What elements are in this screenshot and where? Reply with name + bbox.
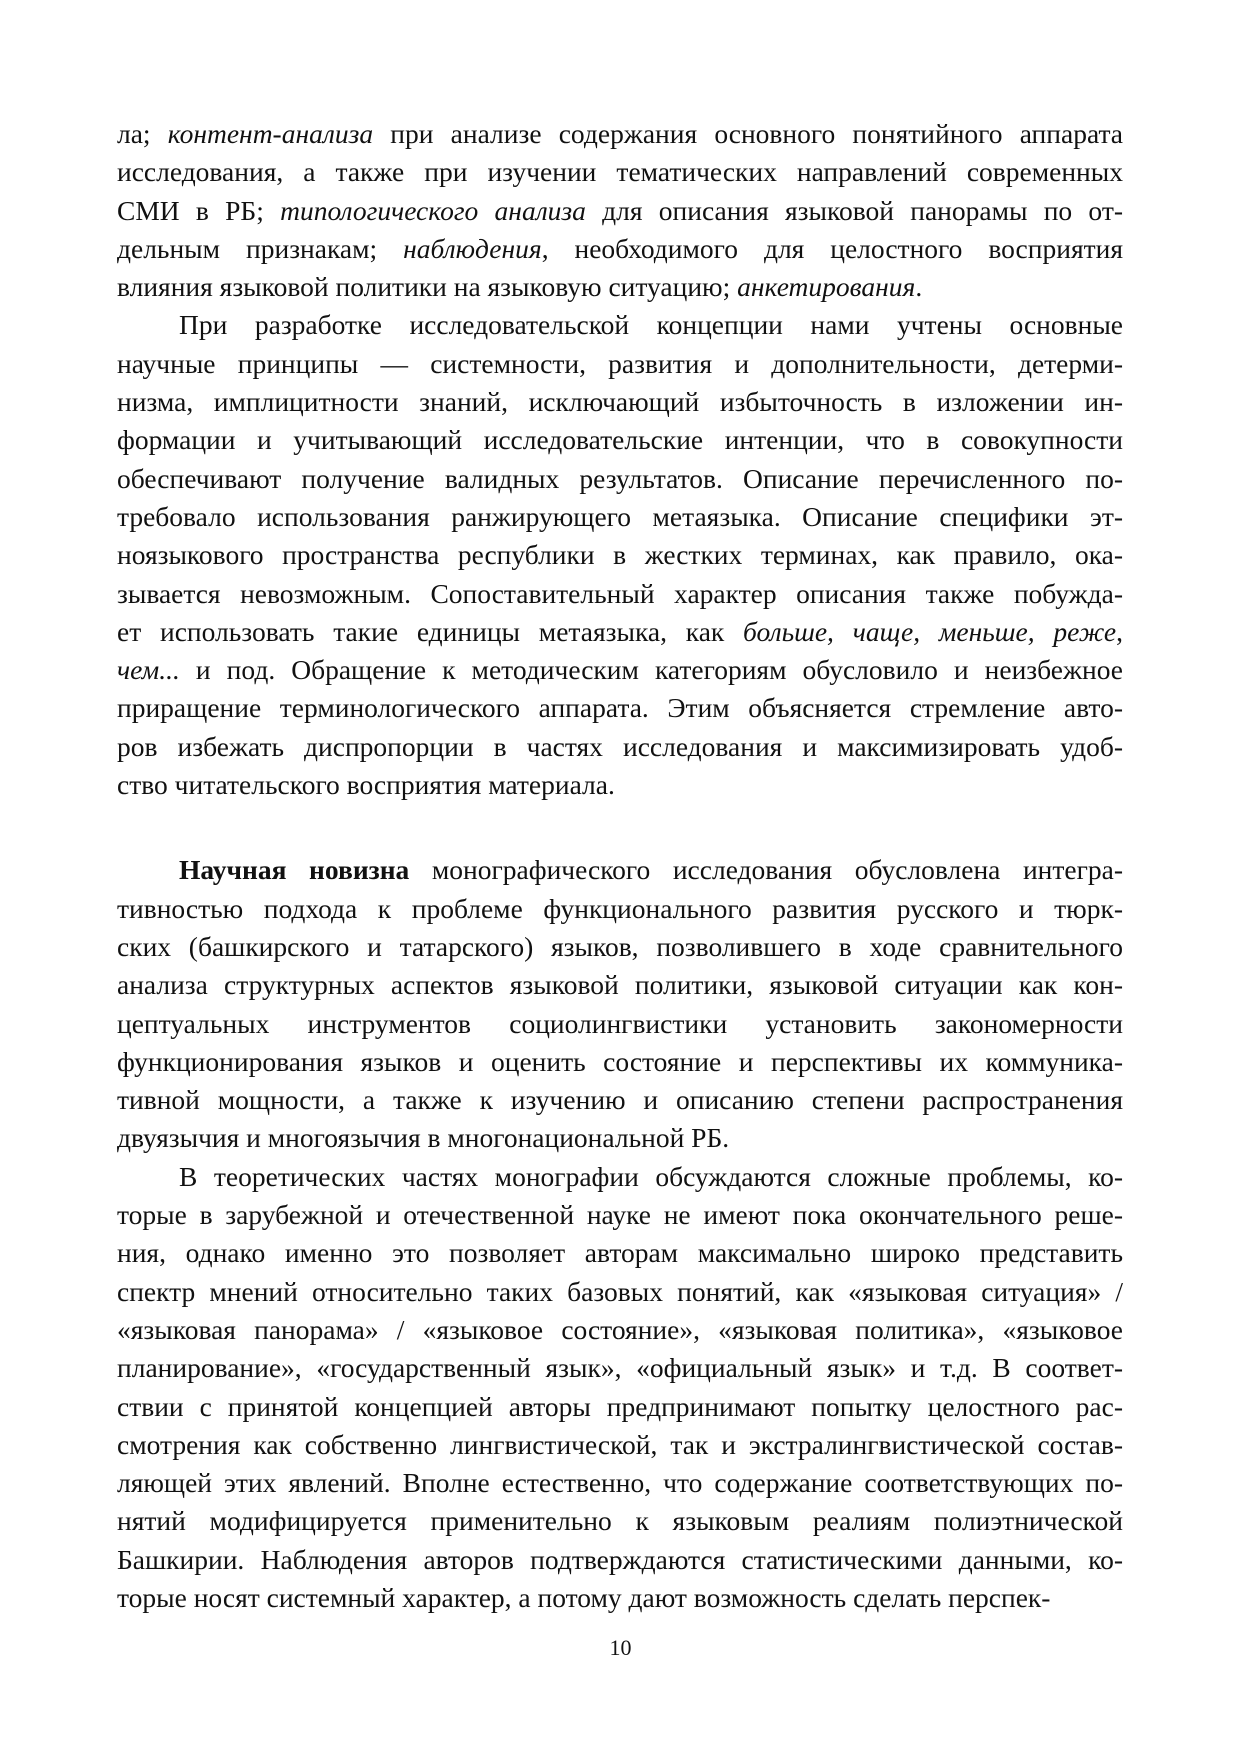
text-segment: ла; <box>117 118 168 149</box>
text-segment: анализа структурных аспектов языковой политики, языковой ситуации как кон- <box>117 969 1123 1001</box>
text-line <box>117 1502 1123 1540</box>
text-line <box>117 1158 1123 1196</box>
text-segment: и под. Обращение к методическим категориям обусловило и неизбежное <box>179 654 1123 686</box>
text-segment: При разработке исследовательской концепции нами учтены основные <box>179 309 1123 341</box>
italic-term: чем... <box>117 654 180 686</box>
text-segment: обеспечивают получение валидных результатов. Описание перечисленного по- <box>117 462 1123 494</box>
text-line <box>117 345 1123 383</box>
text-line <box>117 1234 1123 1272</box>
text-line <box>117 421 1123 459</box>
bold-heading: Научная новизна <box>179 854 410 886</box>
text-line <box>117 460 1123 498</box>
text-line <box>117 851 1123 889</box>
body-text <box>117 115 1123 1617</box>
italic-term: контент-анализа <box>167 118 374 149</box>
text-line <box>117 966 1123 1004</box>
text-segment: нятий модифицируется применительно к языковым реалиям полиэтнической <box>117 1505 1123 1537</box>
text-segment: ство читательского восприятия материала. <box>117 769 615 801</box>
text-segment: , необходимого для целостного восприятия <box>541 232 1123 264</box>
text-segment: формации и учитывающий исследовательские интенции, что в совокупности <box>117 424 1123 456</box>
text-segment: «языковая панорама» / «языковое состояние», «языковая политика», «языковое <box>117 1313 1123 1345</box>
text-line <box>117 153 1123 191</box>
italic-term: типологического анализа <box>280 194 586 226</box>
text-segment: смотрения как собственно лингвистической, так и экстралингвистической состав- <box>117 1428 1123 1460</box>
text-segment: функционирования языков и оценить состояние и перспективы их коммуника- <box>117 1045 1123 1077</box>
text-segment: , <box>1116 615 1123 647</box>
text-segment: низма, имплицитности знаний, исключающий избыточность в изложении ин- <box>117 386 1123 418</box>
text-segment: ния, однако именно это позволяет авторам максимально широко представить <box>117 1237 1123 1269</box>
text-line <box>117 890 1123 928</box>
text-line <box>117 728 1123 766</box>
text-line <box>117 536 1123 574</box>
text-segment: СМИ в РБ; <box>117 194 281 226</box>
text-segment: исследования, а также при изучении тематических направлений современных <box>117 156 1123 188</box>
text-line <box>117 766 1123 804</box>
text-line <box>117 1349 1123 1387</box>
text-line <box>117 613 1123 651</box>
italic-term: анкетирования <box>737 271 916 303</box>
text-line <box>117 1311 1123 1349</box>
text-line <box>117 928 1123 966</box>
text-segment: двуязычия и многоязычия в многонациональной РБ. <box>117 1122 730 1154</box>
text-segment: спектр мнений относительно таких базовых понятий, как «языковая ситуация» / <box>117 1275 1123 1307</box>
text-line <box>117 498 1123 536</box>
text-line <box>117 383 1123 421</box>
text-segment: требовало использования ранжирующего метаязыка. Описание специфики эт- <box>117 500 1123 532</box>
text-line <box>117 1043 1123 1081</box>
italic-term: наблюдения <box>403 232 542 264</box>
text-segment: научные принципы — системности, развития и дополнительности, детерми- <box>117 347 1123 379</box>
text-segment: монографического исследования обусловлена интегра- <box>409 854 1123 886</box>
text-line <box>117 1081 1123 1119</box>
text-line <box>117 192 1123 230</box>
text-line <box>117 1541 1123 1579</box>
text-segment: ских (башкирского и татарского) языков, позволившего в ходе сравнительного <box>117 930 1123 962</box>
text-line <box>117 1426 1123 1464</box>
text-line <box>117 115 1123 153</box>
text-segment: . <box>915 271 923 303</box>
text-line <box>117 230 1123 268</box>
text-segment: ров избежать диспропорции в частях исследования и максимизировать удоб- <box>117 730 1123 762</box>
text-segment: торые носят системный характер, а потому дают возможность сделать перспек- <box>117 1581 1051 1613</box>
text-line <box>117 1464 1123 1502</box>
text-segment: тивностью подхода к проблеме функционального развития русского и тюрк- <box>117 892 1123 924</box>
text-segment: ляющей этих явлений. Вполне естественно, что содержание соответствующих по- <box>117 1467 1123 1499</box>
text-segment: торые в зарубежной и отечественной науке не имеют пока окончательного реше- <box>117 1199 1123 1231</box>
text-line <box>117 306 1123 344</box>
text-segment: ет использовать такие единицы метаязыка, как <box>117 615 744 647</box>
text-line <box>117 1196 1123 1234</box>
text-line <box>117 1005 1123 1043</box>
text-segment: цептуальных инструментов социолингвистики установить закономерности <box>117 1007 1123 1039</box>
text-segment: влияния языковой политики на языковую ситуацию; <box>117 271 738 303</box>
text-segment: для описания языковой панорамы по от- <box>585 194 1123 226</box>
text-line <box>117 1273 1123 1311</box>
text-line <box>117 1579 1123 1617</box>
text-line <box>117 689 1123 727</box>
text-segment: при анализе содержания основного понятийного аппарата <box>373 118 1124 149</box>
text-segment: Башкирии. Наблюдения авторов подтверждаются статистическими данными, ко- <box>117 1543 1123 1575</box>
text-segment: тивной мощности, а также к изучению и описанию степени распространения <box>117 1084 1123 1116</box>
page-number: 10 <box>609 1635 632 1660</box>
text-line <box>117 575 1123 613</box>
text-segment: приращение терминологического аппарата. Этим объясняется стремление авто- <box>117 692 1123 724</box>
paragraph-gap <box>117 804 1123 851</box>
text-line <box>117 651 1123 689</box>
text-segment: дельным признакам; <box>117 232 404 264</box>
text-segment: В теоретических частях монографии обсуждаются сложные проблемы, ко- <box>179 1160 1123 1192</box>
italic-term: больше, чаще, меньше, реже <box>743 615 1117 647</box>
text-line <box>117 268 1123 306</box>
text-segment: зывается невозможным. Сопоставительный характер описания также побужда- <box>117 577 1123 609</box>
text-segment: планирование», «государственный язык», «официальный язык» и т.д. В соответ- <box>117 1352 1123 1384</box>
text-line <box>117 1388 1123 1426</box>
text-line <box>117 1119 1123 1157</box>
text-segment: ствии с принятой концепцией авторы предпринимают попытку целостного рас- <box>117 1390 1123 1422</box>
text-segment: ноязыкового пространства республики в жестких терминах, как правило, ока- <box>117 539 1123 571</box>
